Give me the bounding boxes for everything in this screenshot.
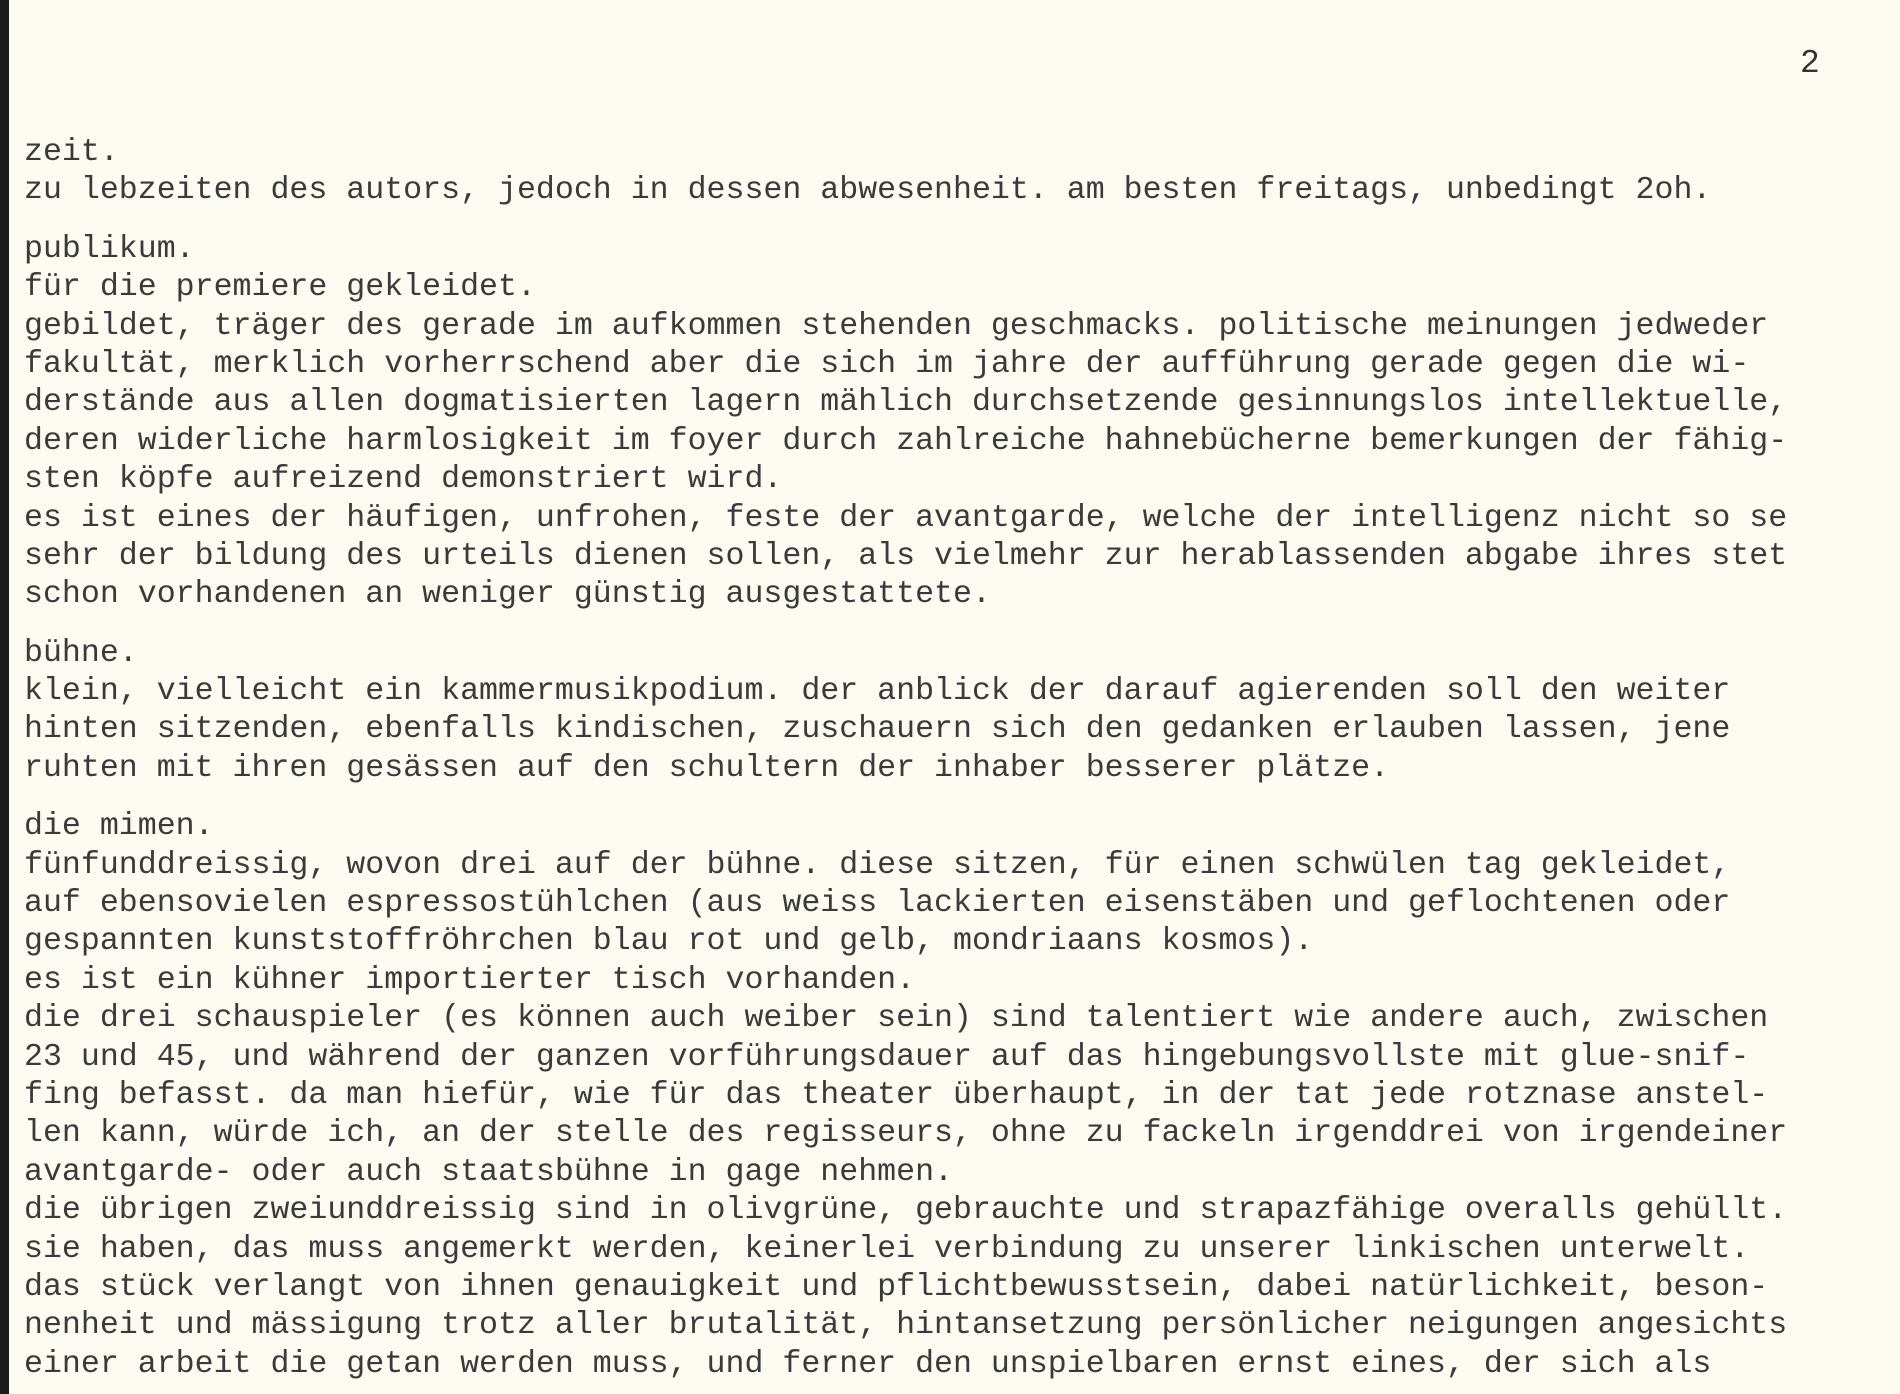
text-line: avantgarde- oder auch staatsbühne in gage nehmen. [24, 1154, 954, 1190]
section-heading: bühne. [24, 635, 138, 671]
text-line: sten köpfe aufreizend demonstriert wird. [24, 462, 783, 498]
text-line: sehr der bildung des urteils dienen sollen, als vielmehr zur herablassenden abgabe ihres stet [24, 538, 1788, 574]
text-line: gebildet, träger des gerade im aufkommen stehenden geschmacks. politische meinungen jedweder [24, 308, 1769, 344]
page-number: 2 [1800, 45, 1820, 82]
text-line: sie haben, das muss angemerkt werden, keinerlei verbindung zu unserer linkischen unterwelt. [24, 1231, 1750, 1267]
text-line: hinten sitzenden, ebenfalls kindischen, zuschauern sich den gedanken erlauben lassen, jene [24, 712, 1731, 748]
text-line: fing befasst. da man hiefür, wie für das theater überhaupt, in der tat jede rotznase anstel- [24, 1077, 1769, 1113]
text-line: die drei schauspieler (es können auch weiber sein) sind talentiert wie andere auch, zwischen [24, 1001, 1769, 1037]
text-line: len kann, würde ich, an der stelle des regisseurs, ohne zu fackeln irgenddrei von irgendeiner [24, 1116, 1788, 1152]
text-line: es ist ein kühner importierter tisch vorhanden. [24, 962, 916, 998]
section-die-mimen [24, 808, 1894, 1384]
text-line: derstände aus allen dogmatisierten lagern mählich durchsetzende gesinnungslos intellektuelle, [24, 385, 1788, 421]
text-line: fünfunddreissig, wovon drei auf der bühne. diese sitzen, für einen schwülen tag gekleidet, [24, 847, 1731, 883]
typewritten-text [24, 134, 1894, 1384]
text-line: fakultät, merklich vorherrschend aber die sich im jahre der aufführung gerade gegen die wi- [24, 346, 1750, 382]
text-line: gespannten kunststoffröhrchen blau rot und gelb, mondriaans kosmos). [24, 924, 1314, 960]
text-line: schon vorhandenen an weniger günstig ausgestattete. [24, 577, 991, 613]
section-buehne [24, 635, 1894, 789]
text-line: nenheit und mässigung trotz aller brutalität, hintansetzung persönlicher neigungen angesichts [24, 1308, 1788, 1344]
text-line: klein, vielleicht ein kammermusikpodium. der anblick der darauf agierenden soll den weiter [24, 674, 1731, 710]
page-left-edge [0, 0, 9, 1394]
text-line: einer arbeit die getan werden muss, und ferner den unspielbaren ernst eines, der sich als [24, 1346, 1712, 1382]
text-line: die übrigen zweiunddreissig sind in olivgrüne, gebrauchte und strapazfähige overalls gehüllt. [24, 1193, 1788, 1229]
text-line: 23 und 45, und während der ganzen vorführungsdauer auf das hingebungsvollste mit glue-snif- [24, 1039, 1750, 1075]
section-zeit [24, 134, 1894, 211]
section-heading: publikum. [24, 231, 195, 267]
text-line: das stück verlangt von ihnen genauigkeit und pflichtbewusstsein, dabei natürlichkeit, beson- [24, 1269, 1769, 1305]
text-line: es ist eines der häufigen, unfrohen, feste der avantgarde, welche der intelligenz nicht so se [24, 500, 1788, 536]
text-line: auf ebensovielen espressostühlchen (aus weiss lackierten eisenstäben und geflochtenen oder [24, 886, 1731, 922]
text-line: für die premiere gekleidet. [24, 270, 536, 306]
section-heading: die mimen. [24, 809, 214, 845]
section-heading: zeit. [24, 135, 119, 170]
section-publikum [24, 231, 1894, 615]
text-line: ruhten mit ihren gesässen auf den schultern der inhaber besserer plätze. [24, 750, 1390, 786]
text-line: zu lebzeiten des autors, jedoch in dessen abwesenheit. am besten freitags, unbedingt 2oh. [24, 173, 1712, 209]
text-line: deren widerliche harmlosigkeit im foyer durch zahlreiche hahnebücherne bemerkungen der fähig- [24, 423, 1788, 459]
